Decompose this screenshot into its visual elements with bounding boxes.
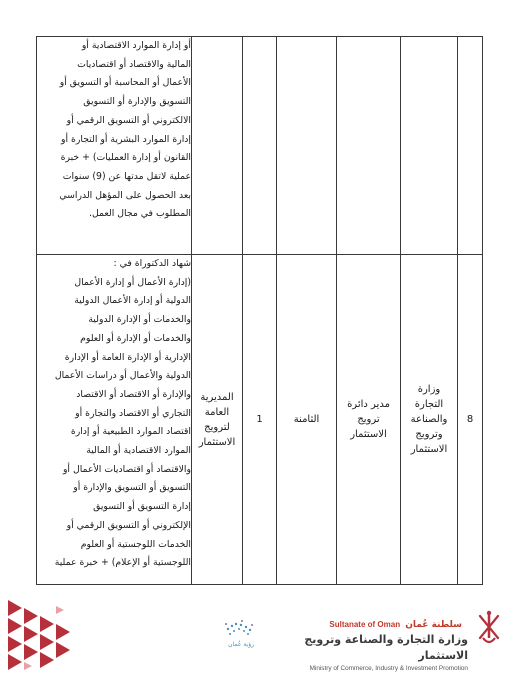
ministry-branding <box>258 612 468 672</box>
oman-emblem-icon <box>474 608 504 648</box>
qualification-line: الموارد الاقتصادية أو المالية <box>86 445 191 457</box>
ministry-name-english: Ministry of Commerce, Industry & Investment Promotion <box>309 665 468 672</box>
ministry-cell <box>401 37 458 255</box>
row-number-cell <box>458 37 483 255</box>
qualification-line: التجاري أو الاقتصاد والتجارة أو <box>75 407 191 419</box>
ministry-name-arabic: وزارة التجارة والصناعة وترويج الاستثمار <box>304 633 468 662</box>
qualification-line: الإدارية أو الإدارة العامة أو الإدارة <box>64 351 191 363</box>
vision-label: رؤية عُمان <box>228 641 254 648</box>
qualification-line: اقتصاد الموارد الطبيعية أو إدارة <box>70 426 191 438</box>
qualification-line: والخدمات أو الإدارة أو العلوم <box>80 332 191 344</box>
qualification-cell <box>37 37 192 255</box>
qualification-line: القانون أو إدارة العمليات) + خبرة <box>60 152 191 164</box>
grade-cell: الثامنة <box>277 255 337 585</box>
qualification-line: والخدمات أو الإدارة الدولية <box>88 314 191 326</box>
table-row <box>37 37 483 255</box>
qualification-line: أو إدارة الموارد الاقتصادية أو <box>81 40 191 51</box>
triangle-pattern-icon <box>8 600 72 672</box>
jobs-table <box>36 36 483 585</box>
qualification-line: عملية لاتقل مدتها عن (9) سنوات <box>62 170 191 182</box>
sultanate-english: Sultanate of Oman <box>329 620 401 629</box>
qualification-line: الإلكتروني أو التسويق الرقمي أو <box>66 519 191 531</box>
ministry-cell: وزارة التجارة والصناعة وترويج الاستثمار <box>401 255 458 585</box>
count-cell <box>243 37 277 255</box>
table-row <box>37 255 483 585</box>
qualification-line: الخدمات اللوجستية أو العلوم <box>80 538 191 550</box>
job-title-cell: مدير دائرة ترويج الاستثمار <box>337 255 401 585</box>
count-cell: 1 <box>243 255 277 585</box>
sultanate-arabic: سلطنة عُمان <box>405 620 462 630</box>
job-title-cell <box>337 37 401 255</box>
qualification-line: التسويق والإدارة أو التسويق <box>83 96 191 108</box>
qualification-cell <box>37 255 192 585</box>
row-number-cell: 8 <box>458 255 483 585</box>
qualification-line: إدارة التسويق أو التسويق <box>93 501 191 513</box>
qualification-line: الدولية والأعمال أو دراسات الأعمال <box>54 370 191 382</box>
qualification-line: والإدارة أو الاقتصاد أو الاقتصاد <box>76 388 191 400</box>
qualification-line: والاقتصاد أو اقتصاديات الأعمال أو <box>62 463 191 475</box>
qualification-line: المطلوب في مجال العمل. <box>89 208 191 220</box>
qualification-line: الأعمال أو المحاسبة أو التسويق أو <box>59 77 191 89</box>
qualification-line: شهاد الدكتوراة في : <box>113 258 191 269</box>
qualification-line: التسويق أو التسويق والإدارة أو <box>73 482 191 494</box>
qualification-line: (إدارة الأعمال أو إدارة الأعمال <box>74 276 191 288</box>
qualification-line: اللوجستية أو الإعلام) + خبرة عملية <box>54 557 191 569</box>
department-cell: المديرية العامة لترويج الاستثمار <box>192 255 243 585</box>
grade-cell <box>277 37 337 255</box>
qualification-line: إدارة الموارد البشرية أو التجارة أو <box>60 133 191 145</box>
qualification-line: بعد الحصول على المؤهل الدراسي <box>59 189 191 201</box>
qualification-line: الالكتروني أو التسويق الرقمي أو <box>66 114 191 126</box>
qualification-line: الدولية أو إدارة الأعمال الدولية <box>74 295 191 307</box>
qualification-line: المالية والاقتصاد أو اقتصاديات <box>77 58 191 70</box>
department-cell <box>192 37 243 255</box>
